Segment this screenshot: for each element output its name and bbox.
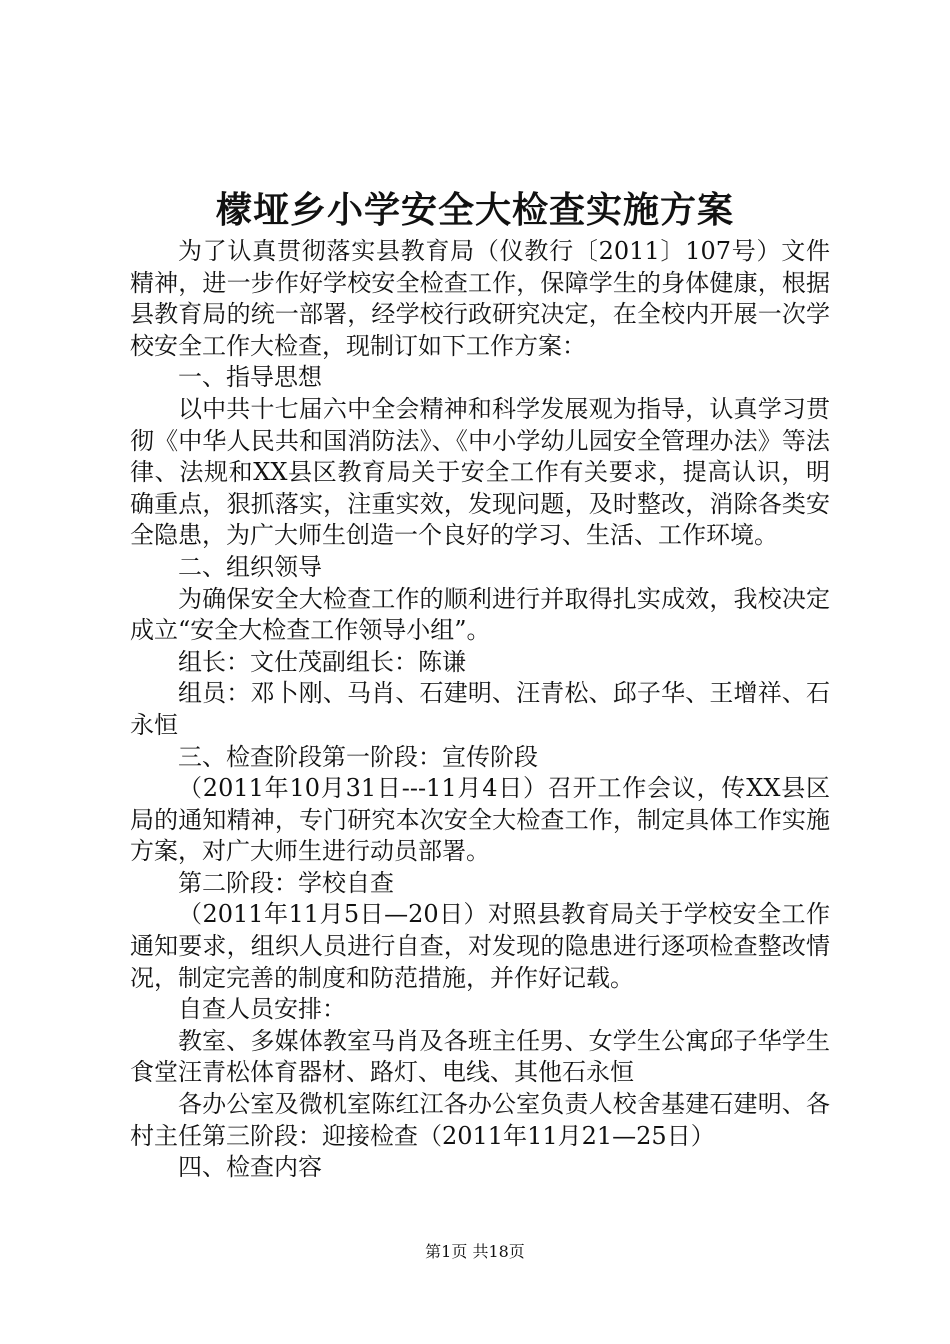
heading-organization: 二、组织领导 (178, 552, 322, 581)
heading-self-check-staff: 自查人员安排： (178, 995, 346, 1024)
paragraph-guiding-ideology: 以中共十七届六中全会精神和科学发展观为指导，认真学习贯彻《中华人民共和国消防法》、《中小学幼儿园安全管理办法》等法律、法规和XX县区教育局关于安全工作有关要求，提高认识，明确重点，狠抓落实，注重实效，发现问题，及时整改，消除各类安全隐患，为广大师生创造一个良好的学习、生活、工作环境。 (130, 394, 830, 550)
paragraph-staff-assignment-2: 各办公室及微机室陈红江各办公室负责人校舍基建石建明、各村主任第三阶段：迎接检查（2011年11月21—25日） (130, 1090, 830, 1150)
heading-stage-two: 第二阶段：学校自查 (178, 868, 394, 897)
paragraph-stage-two: （2011年11月5日—20日）对照县教育局关于学校安全工作通知要求，组织人员进行自查，对发现的隐患进行逐项检查整改情况，制定完善的制度和防范措施，并作好记载。 (130, 900, 830, 992)
paragraph-members: 组员：邓卜刚、马肖、石建明、汪青松、邱子华、王增祥、石永恒 (130, 679, 830, 739)
paragraph-intro: 为了认真贯彻落实县教育局（仪教行〔2011〕107号）文件精神，进一步作好学校安全检查工作，保障学生的身体健康，根据县教育局的统一部署，经学校行政研究决定，在全校内开展一次学校安全工作大检查，现制订如下工作方案： (130, 237, 830, 360)
heading-inspection-content: 四、检查内容 (178, 1153, 322, 1182)
heading-stage-one: 三、检查阶段第一阶段：宣传阶段 (178, 742, 538, 771)
document-title: 檬垭乡小学安全大检查实施方案 (215, 189, 734, 231)
paragraph-leaders: 组长：文仕茂副组长：陈谦 (178, 647, 466, 676)
paragraph-stage-one: （2011年10月31日---11月4日）召开工作会议，传XX县区局的通知精神，专门研究本次安全大检查工作，制定具体工作实施方案，对广大师生进行动员部署。 (130, 774, 830, 866)
paragraph-staff-assignment-1: 教室、多媒体教室马肖及各班主任男、女学生公寓邱子华学生食堂汪青松体育器材、路灯、电线、其他石永恒 (130, 1026, 830, 1087)
paragraph-organization: 为确保安全大检查工作的顺利进行并取得扎实成效，我校决定成立“安全大检查工作领导小组”。 (130, 584, 830, 645)
page-indicator: 第1页 共18页 (425, 1242, 525, 1261)
document-body (130, 236, 830, 1184)
heading-guiding-ideology: 一、指导思想 (178, 363, 322, 392)
